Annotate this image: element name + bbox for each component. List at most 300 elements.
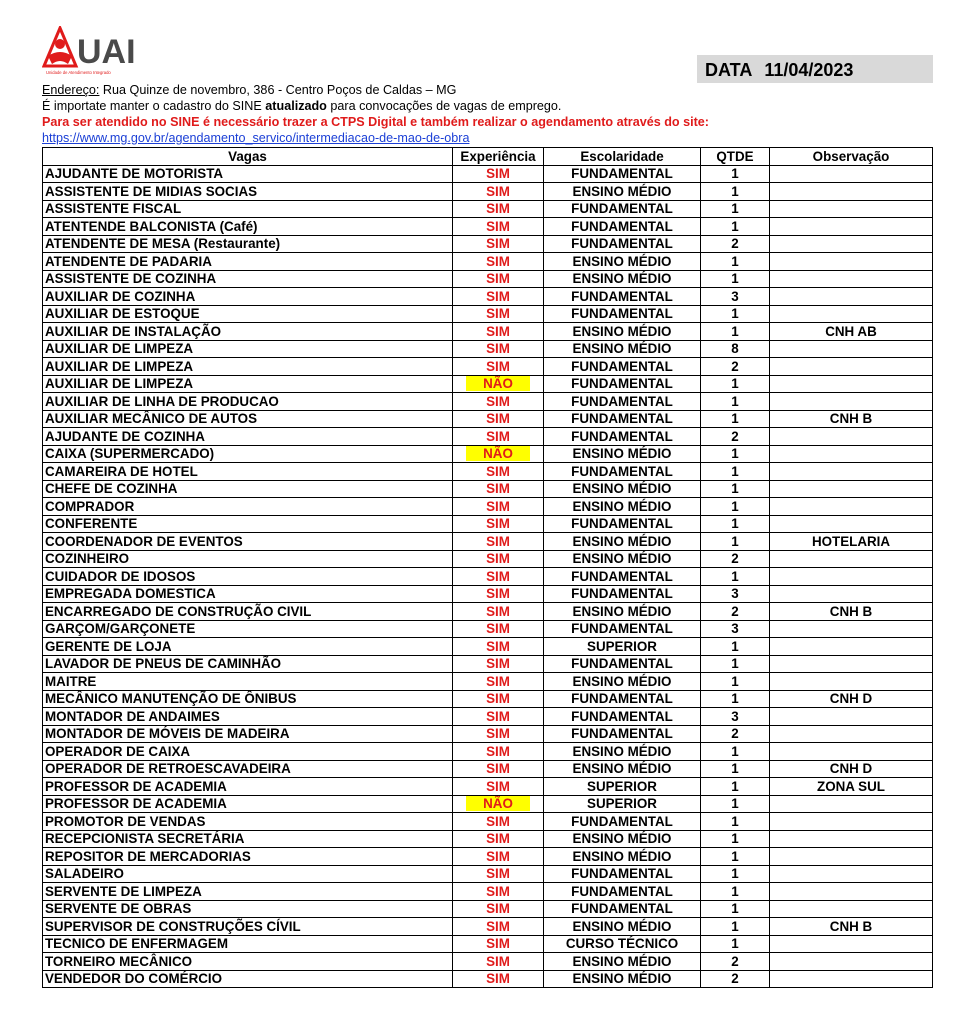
experiencia-cell [453, 708, 544, 726]
vaga-cell: MAITRE [43, 673, 453, 691]
observacao-cell [770, 305, 933, 323]
vaga-cell: COMPRADOR [43, 498, 453, 516]
experiencia-value: SIM [486, 726, 510, 742]
address-line [42, 83, 456, 98]
experiencia-value: SIM [486, 883, 510, 899]
experiencia-cell [453, 865, 544, 883]
header-vagas: Vagas [43, 148, 453, 166]
vaga-cell: ASSISTENTE DE MIDIAS SOCIAS [43, 183, 453, 201]
vaga-cell: OPERADOR DE CAIXA [43, 743, 453, 761]
observacao-cell [770, 515, 933, 533]
observacao-cell [770, 673, 933, 691]
escolaridade-cell: FUNDAMENTAL [544, 288, 701, 306]
observacao-cell [770, 218, 933, 236]
table-row [43, 743, 933, 761]
escolaridade-cell: ENSINO MÉDIO [544, 323, 701, 341]
experiencia-value: SIM [486, 498, 510, 514]
escolaridade-cell: FUNDAMENTAL [544, 428, 701, 446]
experiencia-cell [453, 550, 544, 568]
qtde-cell: 3 [701, 708, 770, 726]
experiencia-value: SIM [486, 358, 510, 374]
experiencia-cell [453, 200, 544, 218]
experiencia-cell [453, 340, 544, 358]
experiencia-value: SIM [486, 586, 510, 602]
table-row [43, 410, 933, 428]
experiencia-value: SIM [486, 253, 510, 269]
qtde-cell: 1 [701, 323, 770, 341]
logo-subtext: Unidade de Atendimento Integrado [46, 70, 111, 75]
observacao-cell [770, 900, 933, 918]
experiencia-cell [453, 655, 544, 673]
experiencia-cell [453, 725, 544, 743]
experiencia-cell [453, 690, 544, 708]
notice-line [42, 99, 561, 114]
escolaridade-cell: FUNDAMENTAL [544, 218, 701, 236]
table-row [43, 655, 933, 673]
address-label: Endereço: [42, 83, 100, 97]
table-row [43, 760, 933, 778]
experiencia-value: SIM [486, 831, 510, 847]
table-row [43, 533, 933, 551]
qtde-cell: 1 [701, 655, 770, 673]
qtde-cell: 2 [701, 953, 770, 971]
qtde-cell: 1 [701, 515, 770, 533]
experiencia-value: SIM [486, 866, 510, 882]
observacao-cell [770, 725, 933, 743]
vaga-cell: AUXILIAR DE COZINHA [43, 288, 453, 306]
vaga-cell: AUXILIAR DE LIMPEZA [43, 375, 453, 393]
vaga-cell: PROFESSOR DE ACADEMIA [43, 778, 453, 796]
experiencia-cell [453, 883, 544, 901]
vaga-cell: SERVENTE DE LIMPEZA [43, 883, 453, 901]
table-row [43, 638, 933, 656]
vaga-cell: ASSISTENTE DE COZINHA [43, 270, 453, 288]
escolaridade-cell: ENSINO MÉDIO [544, 480, 701, 498]
experiencia-value: SIM [486, 166, 510, 182]
table-row [43, 165, 933, 183]
escolaridade-cell: FUNDAMENTAL [544, 463, 701, 481]
escolaridade-cell: CURSO TÉCNICO [544, 935, 701, 953]
vaga-cell: LAVADOR DE PNEUS DE CAMINHÃO [43, 655, 453, 673]
experiencia-value: SIM [486, 516, 510, 532]
experiencia-value: SIM [486, 236, 510, 252]
vaga-cell: COORDENADOR DE EVENTOS [43, 533, 453, 551]
escolaridade-cell: SUPERIOR [544, 778, 701, 796]
vaga-cell: CHEFE DE COZINHA [43, 480, 453, 498]
observacao-cell [770, 568, 933, 586]
observacao-cell [770, 428, 933, 446]
observacao-cell [770, 865, 933, 883]
observacao-cell [770, 970, 933, 988]
experiencia-cell [453, 970, 544, 988]
experiencia-cell [453, 515, 544, 533]
experiencia-cell [453, 463, 544, 481]
table-header-row [43, 148, 933, 166]
table-row [43, 428, 933, 446]
warning-line: Para ser atendido no SINE é necessário trazer a CTPS Digital e também realizar o agendamento através do site: [42, 115, 710, 129]
escolaridade-cell: FUNDAMENTAL [544, 568, 701, 586]
observacao-cell [770, 393, 933, 411]
vaga-cell: TORNEIRO MECÂNICO [43, 953, 453, 971]
vaga-cell: AJUDANTE DE MOTORISTA [43, 165, 453, 183]
qtde-cell: 1 [701, 253, 770, 271]
qtde-cell: 1 [701, 410, 770, 428]
observacao-cell [770, 638, 933, 656]
experiencia-value: SIM [486, 393, 510, 409]
escolaridade-cell: FUNDAMENTAL [544, 883, 701, 901]
escolaridade-cell: SUPERIOR [544, 638, 701, 656]
experiencia-value: SIM [486, 761, 510, 777]
escolaridade-cell: FUNDAMENTAL [544, 165, 701, 183]
table-row [43, 323, 933, 341]
vaga-cell: VENDEDOR DO COMÉRCIO [43, 970, 453, 988]
observacao-cell [770, 480, 933, 498]
table-row [43, 620, 933, 638]
uai-logo-mark [42, 26, 138, 78]
escolaridade-cell: FUNDAMENTAL [544, 305, 701, 323]
table-row [43, 218, 933, 236]
escolaridade-cell: FUNDAMENTAL [544, 393, 701, 411]
experiencia-cell [453, 743, 544, 761]
table-row [43, 393, 933, 411]
vaga-cell: CUIDADOR DE IDOSOS [43, 568, 453, 586]
vaga-cell: ATENDENTE DE MESA (Restaurante) [43, 235, 453, 253]
qtde-cell: 3 [701, 620, 770, 638]
vaga-cell: MONTADOR DE ANDAIMES [43, 708, 453, 726]
vaga-cell: SALADEIRO [43, 865, 453, 883]
observacao-cell: CNH D [770, 760, 933, 778]
observacao-cell: CNH AB [770, 323, 933, 341]
experiencia-value: SIM [486, 428, 510, 444]
escolaridade-cell: FUNDAMENTAL [544, 515, 701, 533]
qtde-cell: 1 [701, 200, 770, 218]
table-row [43, 935, 933, 953]
experiencia-cell [453, 498, 544, 516]
qtde-cell: 1 [701, 935, 770, 953]
table-row [43, 515, 933, 533]
experiencia-value: SIM [486, 533, 510, 549]
experiencia-cell [453, 375, 544, 393]
qtde-cell: 1 [701, 918, 770, 936]
table-row [43, 603, 933, 621]
qtde-cell: 1 [701, 830, 770, 848]
experiencia-cell [453, 270, 544, 288]
experiencia-value: SIM [486, 568, 510, 584]
experiencia-value: NÃO [466, 796, 530, 811]
escolaridade-cell: ENSINO MÉDIO [544, 603, 701, 621]
job-openings-table [42, 147, 933, 988]
experiencia-value: SIM [486, 306, 510, 322]
experiencia-value: SIM [486, 656, 510, 672]
table-row [43, 830, 933, 848]
table-row [43, 778, 933, 796]
notice-bold: atualizado [265, 99, 327, 113]
qtde-cell: 2 [701, 725, 770, 743]
experiencia-value: SIM [486, 288, 510, 304]
experiencia-cell [453, 673, 544, 691]
observacao-cell: CNH B [770, 410, 933, 428]
vaga-cell: SUPERVISOR DE CONSTRUÇÕES CÍVIL [43, 918, 453, 936]
experiencia-cell [453, 218, 544, 236]
experiencia-cell [453, 603, 544, 621]
escolaridade-cell: FUNDAMENTAL [544, 235, 701, 253]
vaga-cell: COZINHEIRO [43, 550, 453, 568]
table-row [43, 568, 933, 586]
observacao-cell [770, 288, 933, 306]
table-row [43, 498, 933, 516]
experiencia-value: SIM [486, 201, 510, 217]
date-value: 11/04/2023 [764, 60, 854, 80]
qtde-cell: 1 [701, 270, 770, 288]
experiencia-value: SIM [486, 901, 510, 917]
vaga-cell: TECNICO DE ENFERMAGEM [43, 935, 453, 953]
qtde-cell: 1 [701, 690, 770, 708]
experiencia-value: SIM [486, 411, 510, 427]
vaga-cell: MONTADOR DE MÓVEIS DE MADEIRA [43, 725, 453, 743]
experiencia-value: SIM [486, 551, 510, 567]
experiencia-value: SIM [486, 936, 510, 952]
vaga-cell: SERVENTE DE OBRAS [43, 900, 453, 918]
escolaridade-cell: FUNDAMENTAL [544, 620, 701, 638]
qtde-cell: 8 [701, 340, 770, 358]
table-row [43, 253, 933, 271]
escolaridade-cell: FUNDAMENTAL [544, 375, 701, 393]
observacao-cell [770, 200, 933, 218]
experiencia-cell [453, 760, 544, 778]
experiencia-value: SIM [486, 953, 510, 969]
escolaridade-cell: FUNDAMENTAL [544, 655, 701, 673]
table-row [43, 953, 933, 971]
table-row [43, 288, 933, 306]
vaga-cell: EMPREGADA DOMESTICA [43, 585, 453, 603]
observacao-cell: HOTELARIA [770, 533, 933, 551]
escolaridade-cell: FUNDAMENTAL [544, 690, 701, 708]
observacao-cell [770, 585, 933, 603]
qtde-cell: 1 [701, 568, 770, 586]
experiencia-cell [453, 480, 544, 498]
observacao-cell [770, 708, 933, 726]
observacao-cell [770, 375, 933, 393]
experiencia-value: SIM [486, 918, 510, 934]
qtde-cell: 1 [701, 795, 770, 813]
experiencia-cell [453, 813, 544, 831]
escolaridade-cell: FUNDAMENTAL [544, 200, 701, 218]
vaga-cell: CAIXA (SUPERMERCADO) [43, 445, 453, 463]
experiencia-cell [453, 585, 544, 603]
observacao-cell [770, 953, 933, 971]
observacao-cell [770, 235, 933, 253]
experiencia-value: SIM [486, 218, 510, 234]
table-row [43, 550, 933, 568]
qtde-cell: 2 [701, 603, 770, 621]
observacao-cell [770, 463, 933, 481]
experiencia-value: SIM [486, 183, 510, 199]
observacao-cell [770, 620, 933, 638]
escolaridade-cell: ENSINO MÉDIO [544, 743, 701, 761]
experiencia-cell [453, 323, 544, 341]
vaga-cell: ATENDENTE DE PADARIA [43, 253, 453, 271]
experiencia-value: SIM [486, 463, 510, 479]
observacao-cell [770, 445, 933, 463]
experiencia-cell [453, 165, 544, 183]
escolaridade-cell: ENSINO MÉDIO [544, 760, 701, 778]
table-row [43, 585, 933, 603]
experiencia-cell [453, 638, 544, 656]
qtde-cell: 2 [701, 358, 770, 376]
date-label: DATA [705, 60, 753, 80]
qtde-cell: 2 [701, 550, 770, 568]
experiencia-cell [453, 410, 544, 428]
vaga-cell: CONFERENTE [43, 515, 453, 533]
table-row [43, 900, 933, 918]
observacao-cell [770, 550, 933, 568]
qtde-cell: 1 [701, 778, 770, 796]
observacao-cell [770, 498, 933, 516]
experiencia-value: NÃO [466, 376, 530, 391]
vaga-cell: AUXILIAR DE INSTALAÇÃO [43, 323, 453, 341]
experiencia-value: SIM [486, 673, 510, 689]
experiencia-value: SIM [486, 848, 510, 864]
qtde-cell: 1 [701, 218, 770, 236]
qtde-cell: 1 [701, 760, 770, 778]
qtde-cell: 1 [701, 865, 770, 883]
escolaridade-cell: FUNDAMENTAL [544, 813, 701, 831]
vaga-cell: ATENTENDE BALCONISTA (Café) [43, 218, 453, 236]
header-observacao: Observação [770, 148, 933, 166]
experiencia-value: SIM [486, 778, 510, 794]
table-row [43, 725, 933, 743]
qtde-cell: 1 [701, 813, 770, 831]
observacao-cell [770, 253, 933, 271]
qtde-cell: 3 [701, 288, 770, 306]
escolaridade-cell: SUPERIOR [544, 795, 701, 813]
escolaridade-cell: ENSINO MÉDIO [544, 918, 701, 936]
table-row [43, 970, 933, 988]
observacao-cell [770, 830, 933, 848]
qtde-cell: 1 [701, 638, 770, 656]
observacao-cell [770, 813, 933, 831]
experiencia-cell [453, 393, 544, 411]
observacao-cell [770, 848, 933, 866]
qtde-cell: 1 [701, 743, 770, 761]
table-row [43, 305, 933, 323]
experiencia-cell [453, 935, 544, 953]
table-row [43, 270, 933, 288]
observacao-cell [770, 183, 933, 201]
qtde-cell: 1 [701, 165, 770, 183]
experiencia-cell [453, 620, 544, 638]
qtde-cell: 3 [701, 585, 770, 603]
qtde-cell: 1 [701, 445, 770, 463]
table-row [43, 848, 933, 866]
escolaridade-cell: ENSINO MÉDIO [544, 533, 701, 551]
vaga-cell: AUXILIAR DE LINHA DE PRODUCAO [43, 393, 453, 411]
experiencia-cell [453, 183, 544, 201]
experiencia-cell [453, 918, 544, 936]
vaga-cell: CAMAREIRA DE HOTEL [43, 463, 453, 481]
observacao-cell: ZONA SUL [770, 778, 933, 796]
experiencia-cell [453, 288, 544, 306]
table-row [43, 690, 933, 708]
escolaridade-cell: ENSINO MÉDIO [544, 673, 701, 691]
table-row [43, 235, 933, 253]
table-row [43, 865, 933, 883]
vaga-cell: AUXILIAR DE LIMPEZA [43, 358, 453, 376]
qtde-cell: 1 [701, 498, 770, 516]
experiencia-value: NÃO [466, 446, 530, 461]
experiencia-value: SIM [486, 603, 510, 619]
table-row [43, 358, 933, 376]
experiencia-cell [453, 428, 544, 446]
escolaridade-cell: FUNDAMENTAL [544, 708, 701, 726]
table-row [43, 673, 933, 691]
observacao-cell [770, 165, 933, 183]
qtde-cell: 2 [701, 970, 770, 988]
experiencia-cell [453, 305, 544, 323]
table-row [43, 340, 933, 358]
escolaridade-cell: FUNDAMENTAL [544, 358, 701, 376]
escolaridade-cell: ENSINO MÉDIO [544, 550, 701, 568]
table-row [43, 375, 933, 393]
experiencia-value: SIM [486, 691, 510, 707]
qtde-cell: 1 [701, 183, 770, 201]
observacao-cell [770, 743, 933, 761]
experiencia-value: SIM [486, 271, 510, 287]
observacao-cell [770, 358, 933, 376]
escolaridade-cell: FUNDAMENTAL [544, 900, 701, 918]
escolaridade-cell: ENSINO MÉDIO [544, 253, 701, 271]
qtde-cell: 1 [701, 305, 770, 323]
escolaridade-cell: ENSINO MÉDIO [544, 848, 701, 866]
escolaridade-cell: ENSINO MÉDIO [544, 830, 701, 848]
qtde-cell: 1 [701, 900, 770, 918]
experiencia-value: SIM [486, 743, 510, 759]
vaga-cell: AUXILIAR DE LIMPEZA [43, 340, 453, 358]
experiencia-cell [453, 253, 544, 271]
experiencia-cell [453, 795, 544, 813]
experiencia-value: SIM [486, 971, 510, 987]
agendamento-link[interactable]: https://www.mg.gov.br/agendamento_servico/intermediacao-de-mao-de-obra [42, 131, 470, 145]
experiencia-cell [453, 830, 544, 848]
observacao-cell [770, 883, 933, 901]
experiencia-cell [453, 848, 544, 866]
vaga-cell: ENCARREGADO DE CONSTRUÇÃO CIVIL [43, 603, 453, 621]
escolaridade-cell: ENSINO MÉDIO [544, 953, 701, 971]
experiencia-value: SIM [486, 638, 510, 654]
header-escolaridade: Escolaridade [544, 148, 701, 166]
escolaridade-cell: FUNDAMENTAL [544, 410, 701, 428]
table-row [43, 918, 933, 936]
vaga-cell: OPERADOR DE RETROESCAVADEIRA [43, 760, 453, 778]
table-row [43, 883, 933, 901]
escolaridade-cell: ENSINO MÉDIO [544, 445, 701, 463]
header-experiencia: Experiência [453, 148, 544, 166]
table-row [43, 795, 933, 813]
experiencia-value: SIM [486, 708, 510, 724]
observacao-cell: CNH D [770, 690, 933, 708]
vaga-cell: GARÇOM/GARÇONETE [43, 620, 453, 638]
escolaridade-cell: ENSINO MÉDIO [544, 270, 701, 288]
logo-text: UAI [77, 33, 136, 71]
experiencia-value: SIM [486, 481, 510, 497]
vaga-cell: REPOSITOR DE MERCADORIAS [43, 848, 453, 866]
escolaridade-cell: ENSINO MÉDIO [544, 498, 701, 516]
qtde-cell: 1 [701, 393, 770, 411]
escolaridade-cell: ENSINO MÉDIO [544, 340, 701, 358]
vaga-cell: MECÂNICO MANUTENÇÃO DE ÔNIBUS [43, 690, 453, 708]
notice-pre: É importate manter o cadastro do SINE [42, 99, 266, 113]
experiencia-cell [453, 358, 544, 376]
